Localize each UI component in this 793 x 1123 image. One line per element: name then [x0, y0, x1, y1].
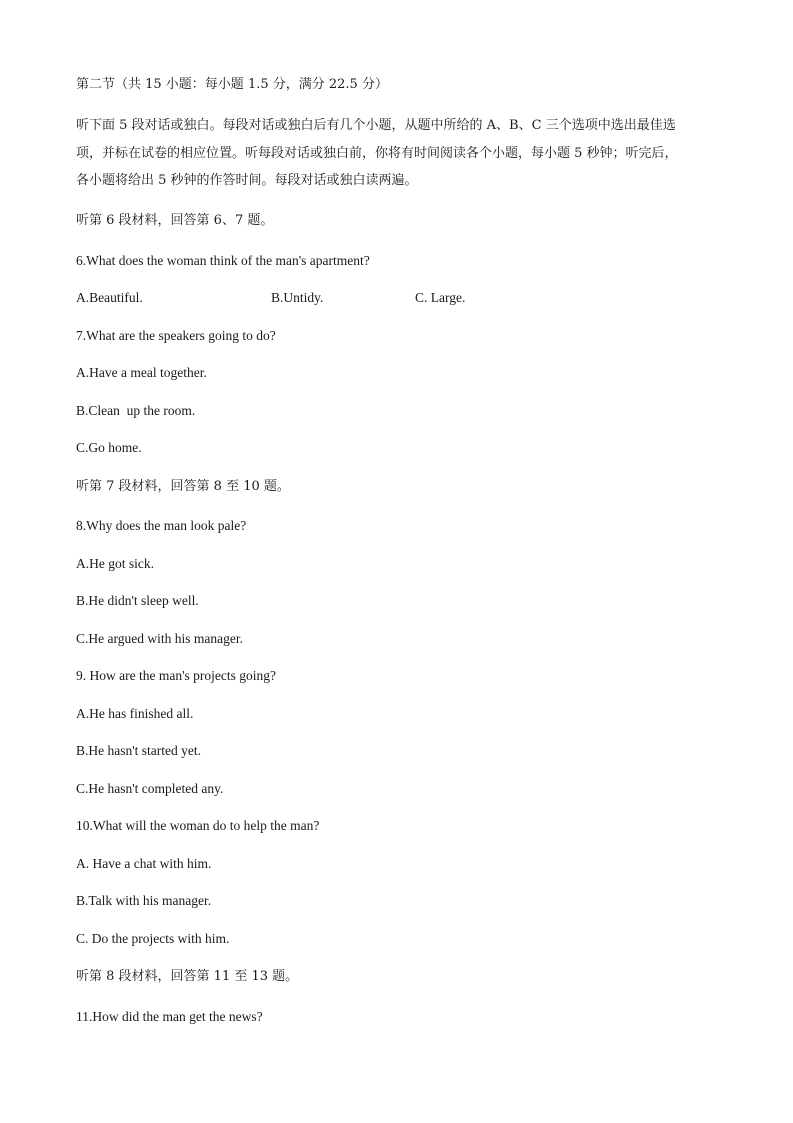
question-7: 7.What are the speakers going to do? — [76, 328, 276, 343]
q6-option-c: C. Large. — [415, 290, 466, 305]
q6-option-b: B.Untidy. — [271, 290, 324, 305]
instructions-line-2: 项，并标在试卷的相应位置。听每段对话或独白前，你将有时间阅读各个小题，每小题 5 秒钟；听完后， — [76, 146, 678, 161]
q6-option-a: A.Beautiful. — [76, 290, 143, 305]
section-title: 第二节（共 15 小题：每小题 1.5 分，满分 22.5 分） — [76, 77, 388, 92]
question-10: 10.What will the woman do to help the man? — [76, 818, 320, 833]
q9-option-c: C.He hasn't completed any. — [76, 781, 224, 796]
q8-option-b: B.He didn't sleep well. — [76, 593, 199, 608]
q7-option-a: A.Have a meal together. — [76, 365, 207, 380]
q10-option-a: A. Have a chat with him. — [76, 856, 212, 871]
group-heading-8: 听第 8 段材料，回答第 11 至 13 题。 — [76, 969, 299, 984]
instructions-line-3: 各小题将给出 5 秒钟的作答时间。每段对话或独白读两遍。 — [76, 173, 418, 188]
question-9: 9. How are the man's projects going? — [76, 668, 277, 683]
group-heading-7: 听第 7 段材料，回答第 8 至 10 题。 — [76, 479, 290, 494]
instructions-line-1: 听下面 5 段对话或独白。每段对话或独白后有几个小题，从题中所给的 A、B、C 三个选项中选出最佳选 — [76, 118, 676, 133]
question-6: 6.What does the woman think of the man's apartment? — [76, 253, 370, 268]
group-heading-6: 听第 6 段材料，回答第 6、7 题。 — [76, 213, 274, 228]
q8-option-a: A.He got sick. — [76, 556, 154, 571]
question-11: 11.How did the man get the news? — [76, 1009, 263, 1024]
q7-option-c: C.Go home. — [76, 440, 142, 455]
q9-option-b: B.He hasn't started yet. — [76, 743, 202, 758]
q10-option-c: C. Do the projects with him. — [76, 931, 230, 946]
q9-option-a: A.He has finished all. — [76, 706, 194, 721]
q8-option-c: C.He argued with his manager. — [76, 631, 243, 646]
q10-option-b: B.Talk with his manager. — [76, 893, 212, 908]
question-8: 8.Why does the man look pale? — [76, 518, 247, 533]
q7-option-b: B.Clean up the room. — [76, 403, 196, 418]
